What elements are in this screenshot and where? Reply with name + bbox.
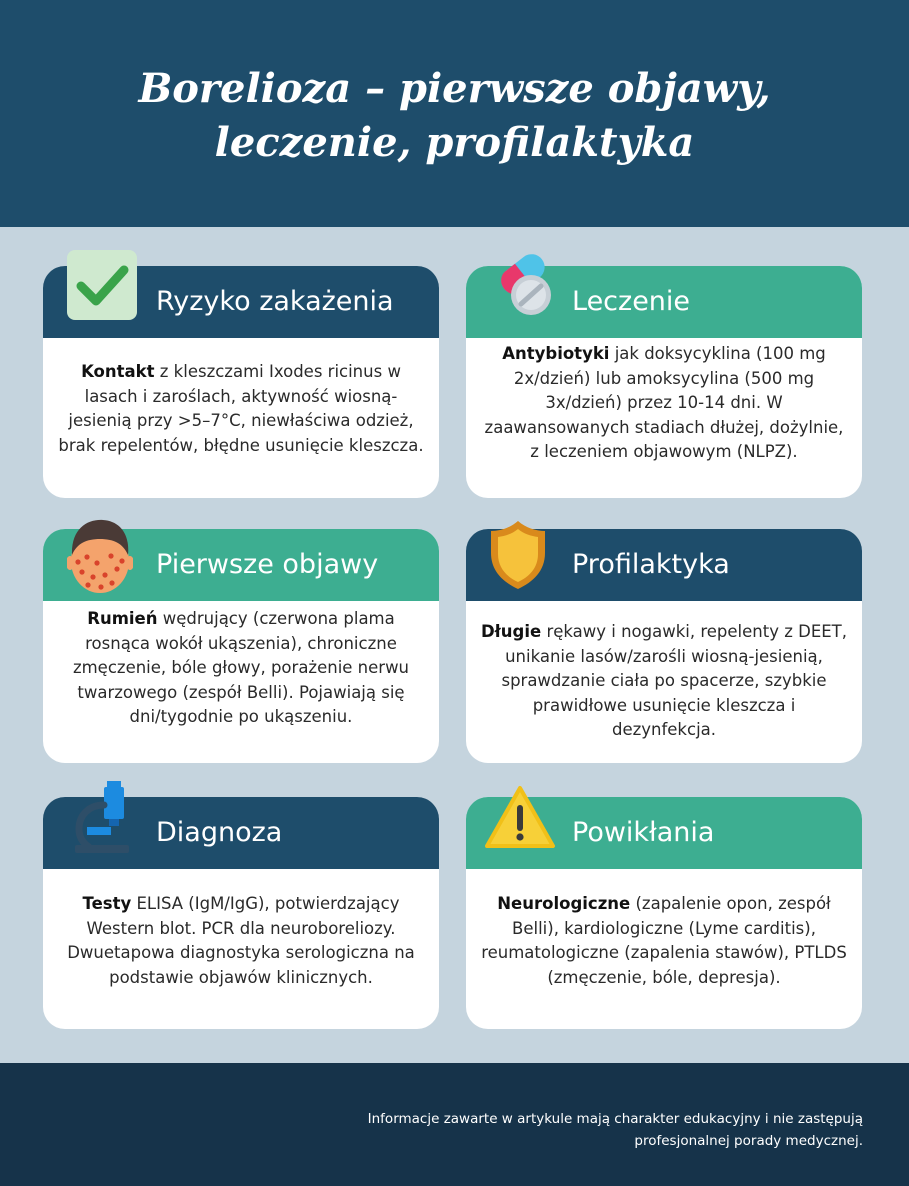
card-title: Pierwsze objawy bbox=[156, 549, 379, 580]
card-leczenie bbox=[466, 266, 862, 498]
warning-icon bbox=[484, 785, 556, 849]
card-bold: Testy bbox=[82, 894, 132, 913]
card-text bbox=[57, 892, 425, 990]
card-desc: (zapalenie opon, zespół Belli), kardiologiczne (Lyme carditis), reumatologiczne (zapalenia stawów), PTLDS (zmęczenie, bóle, depresja). bbox=[481, 894, 847, 987]
card-desc: z kleszczami Ixodes ricinus w lasach i zaroślach, aktywność wiosną-jesienią przy >5–7°C, niewłaściwa odzież, brak repelentów, błędne usunięcie kleszcza. bbox=[58, 362, 424, 455]
card-text bbox=[57, 607, 425, 730]
card-desc: jak doksycyklina (100 mg 2x/dzień) lub amoksycylina (500 mg 3x/dzień) przez 10-14 dni. W zaawansowanych stadiach dłużej, dożylnie, z leczeniem objawowym (NLPZ). bbox=[484, 344, 844, 461]
card-title: Diagnoza bbox=[156, 817, 283, 848]
card-desc: wędrujący (czerwona plama rosnąca wokół ukąszenia), chroniczne zmęczenie, bóle głowy, porażenie nerwu twarzowego (zespół Belli). Pojawiają się dni/tygodnie po ukąszeniu. bbox=[72, 609, 410, 726]
card-title: Ryzyko zakażenia bbox=[156, 286, 394, 317]
card-title: Powikłania bbox=[572, 817, 715, 848]
pills-icon bbox=[484, 248, 564, 320]
header bbox=[0, 0, 909, 227]
checkmark-icon bbox=[67, 250, 137, 320]
card-text bbox=[480, 620, 848, 743]
card-desc: rękawy i nogawki, repelenty z DEET, unikanie lasów/zarośli wiosną-jesienią, sprawdzanie ciała po spacerze, szybkie prawidłowe usunięcie kleszcza i dezynfekcja. bbox=[501, 622, 848, 739]
card-desc: ELISA (IgM/IgG), potwierdzający Western blot. PCR dla neuroboreliozy. Dwuetapowa diagnostyka serologiczna na podstawie objawów klinicznych. bbox=[67, 894, 415, 987]
title-line-1: Borelioza – pierwsze objawy, bbox=[138, 65, 771, 112]
card-bold: Rumień bbox=[87, 609, 158, 628]
card-profilaktyka bbox=[466, 529, 862, 763]
card-bold: Neurologiczne bbox=[497, 894, 631, 913]
microscope-icon bbox=[73, 781, 129, 853]
card-title: Profilaktyka bbox=[572, 549, 730, 580]
card-title: Leczenie bbox=[572, 286, 691, 317]
disclaimer bbox=[223, 1108, 863, 1152]
card-ryzyko bbox=[43, 266, 439, 498]
title-line-2: leczenie, profilaktyka bbox=[214, 119, 695, 166]
card-bold: Antybiotyki bbox=[502, 344, 610, 363]
card-powiklania bbox=[466, 797, 862, 1029]
disclaimer-line-2: profesjonalnej porady medycznej. bbox=[634, 1133, 863, 1149]
card-text bbox=[480, 892, 848, 990]
face-rash-icon bbox=[67, 517, 133, 595]
card-text bbox=[57, 360, 425, 458]
card-diagnoza bbox=[43, 797, 439, 1029]
card-bold: Kontakt bbox=[81, 362, 155, 381]
shield-icon bbox=[488, 519, 548, 591]
page-title bbox=[60, 62, 849, 170]
footer bbox=[0, 1063, 909, 1186]
card-text bbox=[480, 342, 848, 465]
disclaimer-line-1: Informacje zawarte w artykule mają charakter edukacyjny i nie zastępują bbox=[367, 1111, 863, 1127]
card-objawy bbox=[43, 529, 439, 763]
card-bold: Długie bbox=[480, 622, 542, 641]
